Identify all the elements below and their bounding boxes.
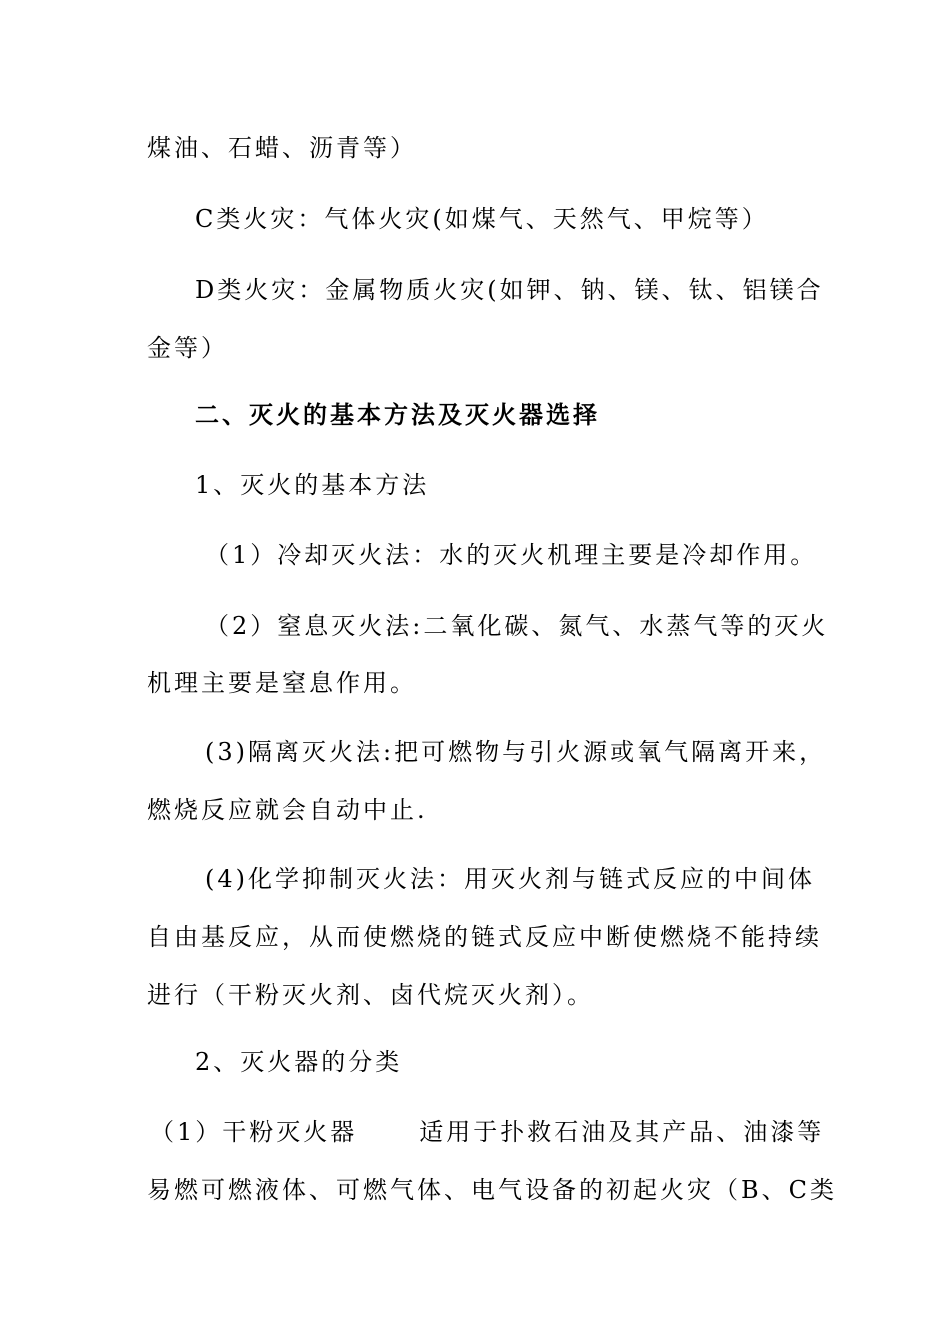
- text-line-isolation-method: (3)隔离灭火法:把可燃物与引火源或氧气隔离开来，: [205, 738, 827, 766]
- text-line-dry-powder-continuation: 易燃可燃液体、可燃气体、电气设备的初起火灾（B、C类: [147, 1176, 837, 1204]
- text-line-d-class-fire: D类火灾：金属物质火灾(如钾、钠、镁、钛、铝镁合: [195, 276, 824, 304]
- text-line-isolation-continuation: 燃烧反应就会自动中止.: [147, 796, 428, 824]
- subheading-basic-methods: 1、灭火的基本方法: [195, 471, 430, 499]
- text-line-chemical-inhibition-continuation-1: 自由基反应，从而使燃烧的链式反应中断使燃烧不能持续: [147, 923, 822, 951]
- text-line-cooling-method: （1）冷却灭火法：水的灭火机理主要是冷却作用。: [205, 541, 818, 569]
- text-line-d-class-continuation: 金等）: [147, 334, 228, 362]
- extinguisher-name: （1）干粉灭火器: [150, 1118, 358, 1146]
- text-line-chemical-inhibition-continuation-2: 进行（干粉灭火剂、卤代烷灭火剂）。: [147, 981, 594, 1009]
- extinguisher-description: 适用于扑救石油及其产品、油漆等: [419, 1118, 825, 1146]
- text-line-dry-powder-extinguisher: [150, 1117, 825, 1147]
- section-heading-extinguishing-methods: 二、灭火的基本方法及灭火器选择: [195, 400, 600, 429]
- text-line-suffocation-method: （2）窒息灭火法:二氧化碳、氮气、水蒸气等的灭火: [205, 612, 829, 640]
- text-line-suffocation-continuation: 机理主要是窒息作用。: [147, 669, 417, 697]
- text-line-c-class-fire: C类火灾：气体火灾(如煤气、天然气、甲烷等）: [195, 205, 769, 233]
- text-line-continuation-b-class: 煤油、石蜡、沥青等）: [147, 134, 417, 162]
- text-line-chemical-inhibition-method: (4)化学抑制灭火法：用灭火剂与链式反应的中间体: [205, 865, 815, 893]
- subheading-extinguisher-types: 2、灭火器的分类: [195, 1048, 403, 1076]
